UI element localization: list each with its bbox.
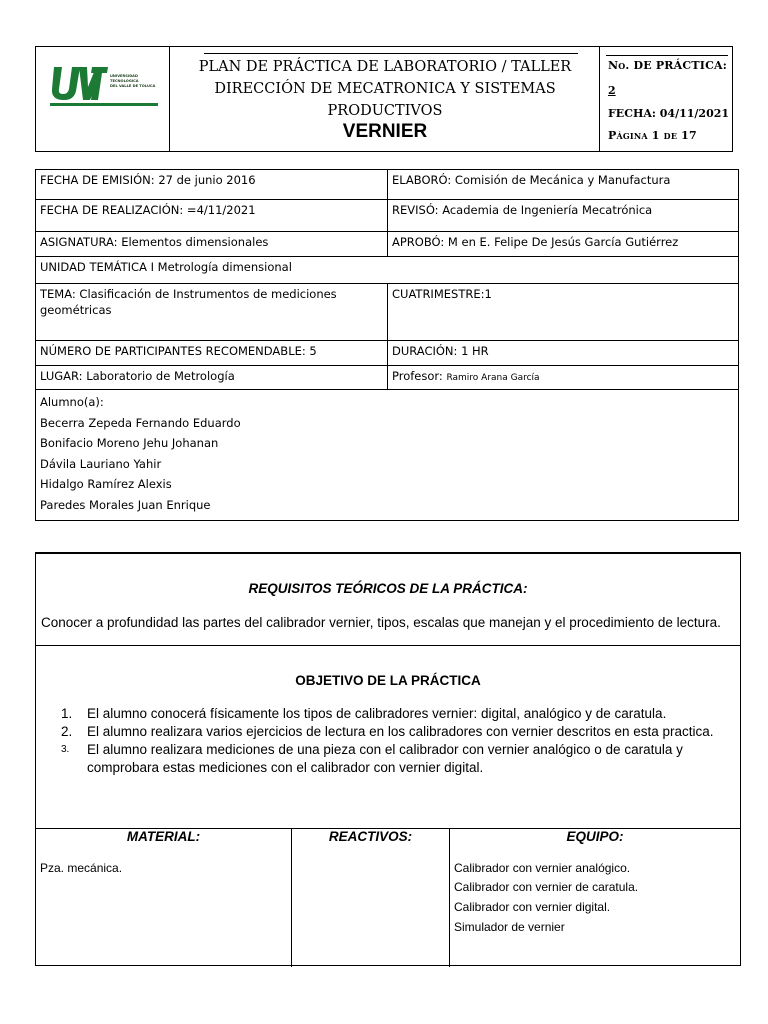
theory-requirements-section	[36, 554, 740, 646]
list-number: 1.	[61, 706, 73, 721]
document-header	[35, 46, 733, 152]
list-text: El alumno realizara mediciones de una pieza con el calibrador con vernier analógico o de caratula y comprobara estas mediciones con el calibrador con vernier digital.	[87, 742, 683, 775]
students-list	[36, 390, 738, 520]
term: CUATRIMESTRE:1	[392, 287, 492, 301]
execution-date: FECHA DE REALIZACIÓN: =4/11/2021	[36, 200, 388, 231]
title-cell	[170, 47, 600, 151]
reagents-column	[292, 829, 450, 967]
section-title: OBJETIVO DE LA PRÁCTICA	[295, 673, 481, 688]
page-indicator: Página 1 de 17	[608, 129, 697, 142]
subject: ASIGNATURA: Elementos dimensionales	[36, 232, 388, 256]
document-subject: VERNIER	[342, 121, 428, 142]
table-row	[36, 257, 738, 284]
meta-rule	[606, 55, 728, 56]
material-column	[36, 829, 292, 967]
student-name: Dávila Lauriano Yahir	[40, 456, 162, 471]
practice-info-table	[35, 169, 739, 521]
list-item	[61, 741, 731, 777]
practice-date: FECHA: 04/11/2021	[608, 107, 730, 120]
university-logo	[50, 65, 158, 105]
table-row	[36, 341, 738, 366]
document-title	[170, 56, 600, 122]
equipment-item: Simulador de vernier	[454, 920, 565, 934]
teacher-name: Ramiro Arana García	[446, 373, 540, 383]
list-text: El alumno realizara varios ejercicios de lectura en los calibradores con vernier descritos en esta practica.	[87, 724, 714, 739]
participants: NÚMERO DE PARTICIPANTES RECOMENDABLE: 5	[36, 341, 388, 365]
equipment-item: Calibrador con vernier digital.	[454, 900, 611, 914]
title-line: PRODUCTIVOS	[327, 103, 443, 119]
students-label: Alumno(a):	[40, 395, 104, 409]
practice-number: 2	[608, 84, 616, 97]
equipment-item: Calibrador con vernier de caratula.	[454, 880, 639, 894]
practice-requirements-box	[35, 552, 741, 966]
section-text: Conocer a profundidad las partes del calibrador vernier, tipos, escalas que manejan y el procedimiento de lectura.	[41, 615, 721, 630]
student-name: Paredes Morales Juan Enrique	[40, 497, 211, 512]
resources-section	[36, 828, 740, 966]
teacher	[388, 366, 738, 389]
student-name: Becerra Zepeda Fernando Eduardo	[40, 415, 241, 430]
table-row	[36, 366, 738, 390]
equipment-item: Calibrador con vernier analógico.	[454, 861, 631, 875]
list-item	[61, 723, 731, 741]
title-line: PLAN DE PRÁCTICA DE LABORATORIO / TALLER	[198, 59, 572, 75]
logo-text: UNIVERSIDAD TECNOLÓGICA DEL VALLE DE TOLUCA	[110, 74, 156, 88]
topic: TEMA: Clasificación de Instrumentos de mediciones geométricas	[36, 284, 388, 340]
column-header: EQUIPO:	[566, 829, 624, 844]
list-number: 3.	[61, 744, 70, 755]
practice-number-label: No. DE PRÁCTICA:	[608, 59, 728, 72]
table-row	[36, 200, 738, 232]
section-title: REQUISITOS TEÓRICOS DE LA PRÁCTICA:	[248, 581, 528, 596]
list-number: 2.	[61, 724, 73, 739]
title-line: DIRECCIÓN DE MECATRONICA Y SISTEMAS	[214, 81, 556, 97]
column-header: MATERIAL:	[126, 829, 201, 844]
column-header: REACTIVOS:	[328, 829, 413, 844]
uvt-logo-mark	[50, 65, 108, 101]
duration: DURACIÓN: 1 HR	[392, 344, 489, 358]
student-name: Hidalgo Ramírez Alexis	[40, 477, 172, 491]
material-item: Pza. mecánica.	[40, 861, 123, 875]
title-rule	[204, 53, 578, 54]
logo-underline	[50, 103, 158, 106]
list-text: El alumno conocerá físicamente los tipos de calibradores vernier: digital, analógico y de caratula.	[87, 706, 667, 721]
emission-date: FECHA DE EMISIÓN: 27 de junio 2016	[36, 170, 388, 199]
meta-cell	[600, 47, 732, 151]
table-row	[36, 232, 738, 257]
equipment-column	[450, 829, 740, 967]
thematic-unit: UNIDAD TEMÁTICA I Metrología dimensional	[40, 260, 292, 274]
objective-section	[36, 646, 740, 828]
table-row	[36, 284, 738, 341]
location: LUGAR: Laboratorio de Metrología	[36, 366, 388, 389]
teacher-label: Profesor:	[392, 369, 443, 383]
table-row	[36, 170, 738, 200]
student-name: Bonifacio Moreno Jehu Johanan	[40, 436, 219, 450]
list-item	[61, 705, 731, 723]
students-row	[36, 390, 738, 520]
prepared-by: ELABORÓ: Comisión de Mecánica y Manufactura	[392, 173, 671, 187]
reviewed-by: REVISÓ: Academia de Ingeniería Mecatrónica	[392, 203, 653, 217]
logo-cell	[36, 47, 170, 151]
approved-by: APROBÓ: M en E. Felipe De Jesús García Gutiérrez	[392, 235, 679, 249]
objective-list	[61, 705, 731, 777]
